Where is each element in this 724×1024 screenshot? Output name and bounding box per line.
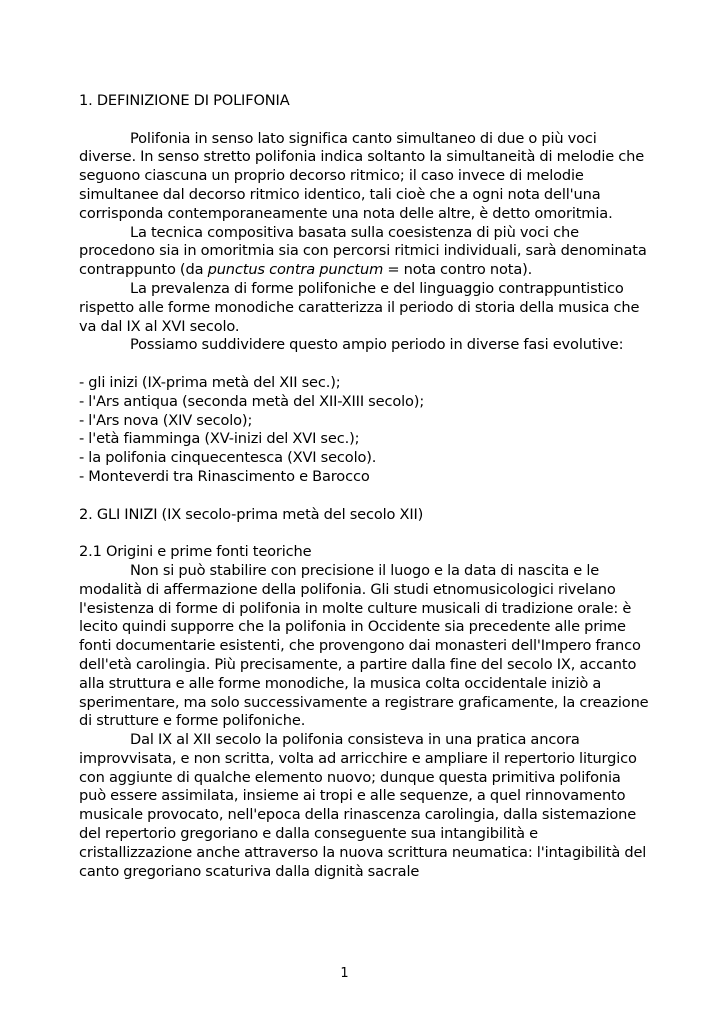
paragraph-ix-xii-secolo: Dal IX al XII secolo la polifonia consisteva in una pratica ancora improvvisata, e non scritta, volta ad arricchire e ampliare il repertorio liturgico con aggiunte di qualche elemento nuovo; dunque questa primitiva polifonia può essere assimilata, insieme ai tropi e alle sequenze, a quel rinnovamento musicale provocato, nell'epoca della rinascenza carolingia, dalla sistemazione del repertorio gregoriano e dalla conseguente sua intangibilità e cristallizzazione anche attraverso la nuova scrittura neumatica: l'intagibilità del canto gregoriano scaturiva dalla dignità sacrale: [79, 731, 647, 880]
page-number: 1: [340, 966, 349, 981]
list-item: - Monteverdi tra Rinascimento e Barocco: [79, 467, 370, 485]
spacer: [79, 524, 649, 543]
section-heading-definizione: 1. DEFINIZIONE DI POLIFONIA: [79, 92, 290, 109]
paragraph-origini: Non si può stabilire con precisione il luogo e la data di nascita e le modalità di affermazione della polifonia. Gli studi etnomusicologici rivelano l'esistenza di forme di polifonia in molte culture musicali di tradizione orale: è lecito quindi supporre che la polifonia in Occidente sia precedente alle prime fonti documentarie esistenti, che provengono dai monasteri dell'Impero franco dell'età carolingia. Più precisamente, a partire dalla fine del secolo IX, accanto alla struttura e alle forme monodiche, la musica colta occidentale iniziò a sperimentare, ma solo successivamente a registrare graficamente, la creazione di strutture e forme polifoniche.: [79, 561, 649, 730]
list-item: - l'Ars antiqua (seconda metà del XII-XIII secolo);: [79, 392, 425, 410]
paragraph-prevalenza: La prevalenza di forme polifoniche e del linguaggio contrappuntistico rispetto alle forme monodiche caratterizza il periodo di storia della musica che va dal IX al XVI secolo.: [79, 279, 640, 335]
spacer: [79, 355, 649, 374]
paragraph-text: = nota contro nota).: [383, 261, 533, 279]
list-item: - l'Ars nova (XIV secolo);: [79, 411, 253, 429]
list-item: - l'età fiamminga (XV-inizi del XVI sec.);: [79, 430, 360, 448]
phases-list: [79, 374, 649, 487]
italic-term: punctus contra punctum: [207, 261, 384, 279]
paragraph-polifonia-definition: Polifonia in senso lato significa canto simultaneo di due o più voci diverse. In senso stretto polifonia indica soltanto la simultaneità di melodie che seguono ciascuna un proprio decorso ritmico; il caso invece di melodie simultanee dal decorso ritmico identico, tali cioè che a ogni nota dell'una corrisponda contemporaneamente una nota delle altre, è detto omoritmia.: [79, 129, 645, 222]
spacer: [79, 111, 649, 130]
list-item: - gli inizi (IX-prima metà del XII sec.);: [79, 373, 341, 391]
list-item: - la polifonia cinquecentesca (XVI secolo).: [79, 449, 377, 467]
spacer: [79, 487, 649, 506]
subsection-heading-origini: 2.1 Origini e prime fonti teoriche: [79, 543, 312, 561]
paragraph-suddividere: Possiamo suddividere questo ampio periodo in diverse fasi evolutive:: [130, 336, 624, 354]
page-content: [79, 92, 649, 881]
paragraph-text: La tecnica compositiva basata sulla coesistenza di più voci che procedono sia in omoritmia sia con percorsi ritmici individuali, sarà denominata contrappunto (da: [79, 223, 647, 279]
paragraph-contrappunto: [79, 224, 649, 280]
section-heading-gli-inizi: 2. GLI INIZI (IX secolo-prima metà del secolo XII): [79, 505, 424, 523]
